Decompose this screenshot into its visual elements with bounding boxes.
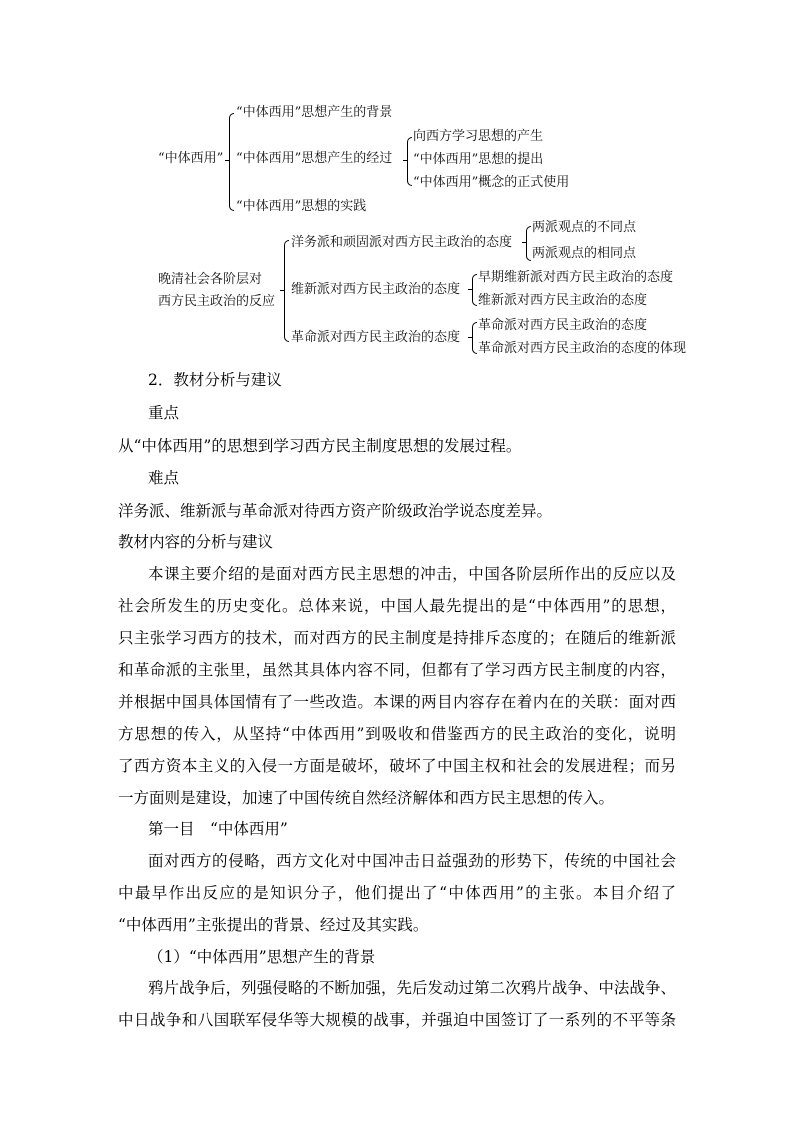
tree2-child-1: 洋务派和顽固派对西方民主政治的态度	[291, 235, 513, 250]
tree2-sub3-item-2: 革命派对西方民主政治的态度的体现	[478, 341, 687, 356]
para1-line: 社会所发生的历史变化。总体来说，中国人最先提出的是“中体西用”的思想，	[118, 597, 676, 615]
tree2-sub1-brace-tip	[522, 242, 527, 243]
tree2-child-3: 革命派对西方民主政治的态度	[291, 330, 461, 345]
difficult-text: 洋务派、维新派与革命派对待西方资产阶级政治学说态度差异。	[118, 502, 553, 520]
tree2-sub2-brace	[472, 274, 477, 306]
key-text: 从“中体西用”的思想到学习西方民主制度思想的发展过程。	[118, 437, 522, 455]
tree1-root: “中体西用”	[158, 151, 224, 166]
analysis-label: 教材内容的分析与建议	[118, 533, 274, 551]
tree2-sub3-brace	[472, 322, 477, 354]
tree1-sub-brace	[407, 137, 412, 186]
tree2-brace-tip	[280, 290, 285, 291]
tree1-brace-tip	[225, 160, 230, 161]
para3-line: 中日战争和八国联军侵华等大规模的战事，并强迫中国签订了一系列的不平等条	[118, 1011, 676, 1029]
tree2-root-line1: 晚清社会各阶层对	[158, 272, 263, 287]
para1-line: 只主张学习西方的技术，而对西方的民主制度是持排斥态度的；在随后的维新派	[118, 629, 676, 647]
para1-line: 本课主要介绍的是面对西方民主思想的冲击，中国各阶层所作出的反应以及	[148, 565, 676, 583]
para2-line: 中最早作出反应的是知识分子，他们提出了“中体西用”的主张。本目介绍了	[118, 884, 676, 902]
tree1-child-2: “中体西用”思想产生的经过	[236, 151, 393, 166]
tree2-brace	[284, 240, 289, 342]
tree2-sub2-item-2: 维新派对西方民主政治的态度	[478, 293, 648, 308]
tree2-sub2-item-1: 早期维新派对西方民主政治的态度	[478, 270, 674, 285]
tree2-sub3-item-1: 革命派对西方民主政治的态度	[478, 318, 648, 333]
para1-line: 了西方资本主义的入侵一方面是破坏，破坏了中国主权和社会的发展进程；而另	[118, 757, 676, 775]
sub-heading: （1）“中体西用”思想产生的背景	[148, 948, 376, 966]
para1-line: 一方面则是建设，加速了中国传统自然经济解体和西方民主思想的传入。	[118, 789, 615, 807]
tree2-sub1-brace	[526, 226, 531, 261]
para1-line: 和革命派的主张里，虽然其具体内容不同，但都有了学习西方民主制度的内容，	[118, 661, 676, 679]
section1-title: 第一目 “中体西用”	[148, 820, 288, 838]
tree2-root-line2: 西方民主政治的反应	[158, 294, 276, 309]
para2-line: 面对西方的侵略，西方文化对中国冲击日益强劲的形势下，传统的中国社会	[148, 852, 676, 870]
key-label: 重点	[148, 404, 180, 422]
tree2-sub1-item-2: 两派观点的相同点	[532, 246, 637, 261]
tree2-child-2: 维新派对西方民主政治的态度	[291, 282, 461, 297]
tree1-sub-brace-tip	[403, 160, 408, 161]
tree1-sub-3: “中体西用”概念的正式使用	[413, 175, 570, 190]
para1-line: 方思想的传入，从坚持“中体西用”到吸收和借鉴西方的民主政治的变化，说明	[118, 725, 676, 743]
section-heading: 2．教材分析与建议	[148, 371, 282, 389]
tree1-brace	[229, 113, 234, 211]
para2-line: “中体西用”主张提出的背景、经过及其实践。	[118, 916, 429, 934]
tree1-sub-2: “中体西用”思想的提出	[413, 152, 544, 167]
para1-line: 并根据中国具体国情有了一些改造。本课的两目内容存在着内在的关联：面对西	[118, 693, 676, 711]
tree2-sub3-brace-tip	[468, 337, 473, 338]
para3-line: 鸦片战争后，列强侵略的不断加强，先后发动过第二次鸦片战争、中法战争、	[148, 979, 676, 997]
tree1-child-3: “中体西用”思想的实践	[236, 199, 367, 214]
tree1-child-1: “中体西用”思想产生的背景	[236, 105, 393, 120]
tree1-sub-1: 向西方学习思想的产生	[413, 129, 544, 144]
tree2-sub2-brace-tip	[468, 289, 473, 290]
tree2-sub1-item-1: 两派观点的不同点	[532, 220, 637, 235]
difficult-label: 难点	[148, 469, 180, 487]
